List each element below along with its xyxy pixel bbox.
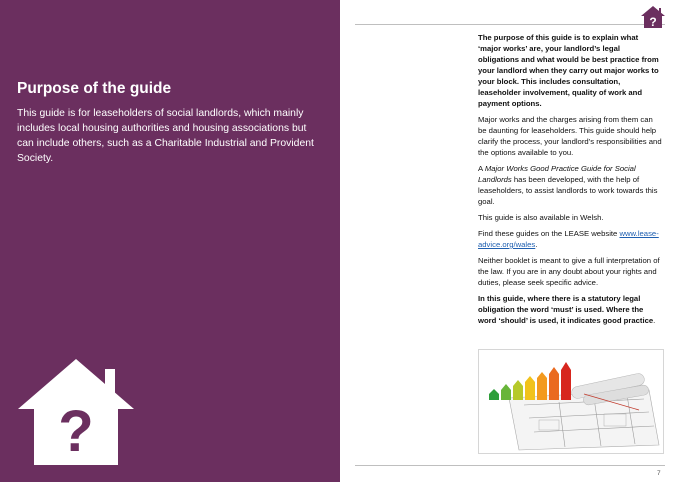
- welsh-paragraph: This guide is also available in Welsh.: [478, 213, 604, 222]
- guide-content: [478, 32, 662, 331]
- top-rule: [355, 24, 665, 25]
- house-question-icon: [14, 355, 138, 467]
- must-should-paragraph: In this guide, where there is a statutory legal obligation the word ‘must’ is used. Where the word ‘should’ is used, it indicates good practice.: [478, 294, 656, 325]
- svg-text:?: ?: [649, 15, 657, 29]
- landlord-guide-paragraph: A Major Works Good Practice Guide for Social Landlords has been developed, with the help of leaseholders, to assist landlords to work towards this goal.: [478, 164, 658, 206]
- daunting-paragraph: Major works and the charges arising from them can be daunting for leaseholders. This guide should help clarify the process, your landlord’s responsibilities and the options available to you.: [478, 115, 662, 157]
- lease-website-link[interactable]: www.lease-advice.org/wales: [478, 229, 659, 249]
- bottom-rule: [355, 465, 665, 466]
- page-number: 7: [657, 470, 661, 477]
- disclaimer-paragraph: Neither booklet is meant to give a full interpretation of the law. If you are in any doubt about your rights and duties, please seek specific advice.: [478, 256, 660, 287]
- svg-text:?: ?: [58, 399, 94, 464]
- section-title: Purpose of the guide: [17, 80, 172, 97]
- intro-text: This guide is for leaseholders of social landlords, which mainly includes local housing authorities and housing associations but can include others, such as a Charitable Industrial and Provident Society.: [17, 108, 314, 164]
- energy-rating-houses: [489, 362, 571, 400]
- website-paragraph: Find these guides on the LEASE website www.lease-advice.org/wales.: [478, 229, 659, 249]
- house-question-icon[interactable]: [640, 5, 666, 29]
- purpose-paragraph: The purpose of this guide is to explain what ‘major works’ are, your landlord’s legal obligations and what would be best practice from your landlord when they carry out major works to your block. This includes consultation, leaseholder involvement, quality of work and payment options.: [478, 33, 659, 108]
- energy-rating-blueprint-illustration: [478, 349, 664, 454]
